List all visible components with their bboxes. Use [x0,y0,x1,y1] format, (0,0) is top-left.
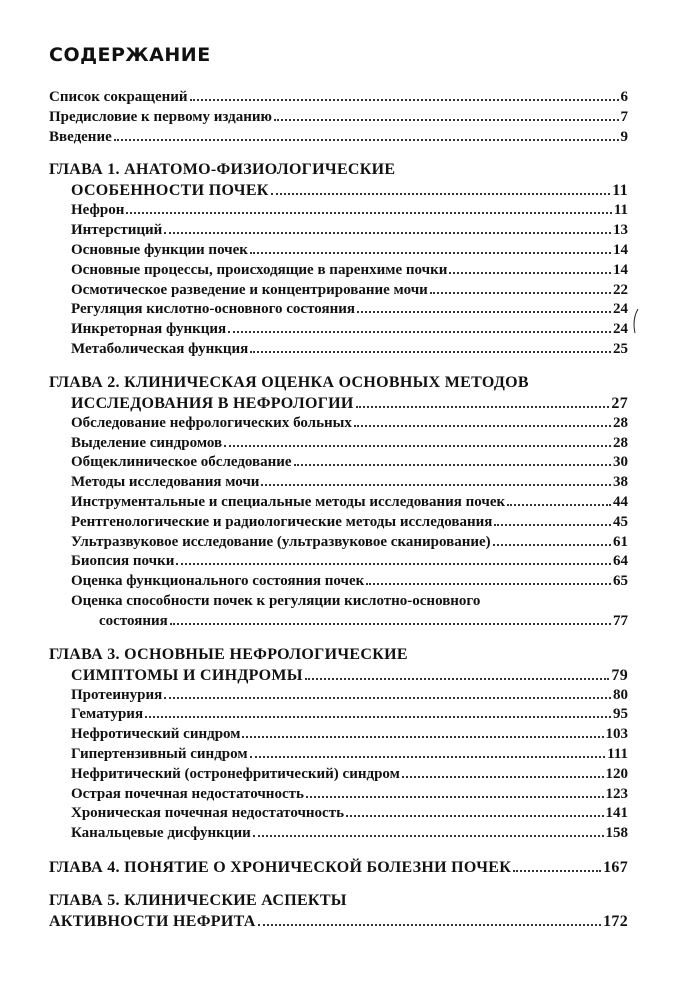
toc-page-number: 158 [605,825,628,842]
chapter-3-heading[interactable] [49,645,628,665]
dot-leader [430,292,611,294]
toc-entry[interactable] [49,473,628,493]
dot-leader [274,119,618,121]
chapter-5-heading[interactable] [49,891,628,911]
toc-entry-text: Введение [49,128,112,145]
toc-page-number: 38 [613,474,628,491]
dot-leader [493,544,611,546]
toc-entry[interactable] [49,705,628,725]
toc-entry[interactable] [49,320,628,340]
toc-entry[interactable] [49,552,628,572]
toc-page-number: 45 [613,513,628,530]
toc-entry-text: Нефротический синдром [71,726,241,743]
toc-page-number: 123 [605,785,628,802]
toc-page-number: 111 [607,745,628,762]
chapter-heading-line: ГЛАВА 4. ПОНЯТИЕ О ХРОНИЧЕСКОЙ БОЛЕЗНИ ПОЧЕК [49,858,512,876]
dot-leader [190,99,619,101]
toc-entry-text: Общеклиническое обследование [71,454,292,471]
toc-entry-text: Инструментальные и специальные методы исследования почек [71,493,506,510]
dot-leader [305,678,610,680]
toc-entry[interactable] [49,88,628,108]
toc-entry-first-line[interactable] [49,592,628,612]
toc-entry-text: Гематурия [71,706,144,723]
toc-entry[interactable] [49,221,628,241]
toc-entry-text: Рентгенологические и радиологические методы исследования [71,513,493,530]
chapter-3-heading-end[interactable] [49,665,628,686]
toc-entry-text: Метаболическая функция [71,340,249,357]
toc-entry-text: Выделение синдромов [71,434,223,451]
toc-page-number: 7 [620,108,628,125]
dot-leader [176,563,611,565]
toc-page-number: 44 [613,493,628,510]
toc-page-number: 80 [613,686,628,703]
chapter-heading-line: ГЛАВА 3. ОСНОВНЫЕ НЕФРОЛОГИЧЕСКИЕ [49,645,408,663]
toc-page-number: 11 [613,202,628,219]
toc-entry[interactable] [49,340,628,360]
chapter-heading-line: ГЛАВА 2. КЛИНИЧЕСКАЯ ОЦЕНКА ОСНОВНЫХ МЕТОДОВ [49,373,529,391]
toc-page-number: 24 [613,301,628,318]
toc-entry[interactable] [49,414,628,434]
toc-page-number: 22 [613,281,628,298]
dot-leader [507,504,611,506]
toc-entry-text: Нефритический (остронефритический) синдром [71,765,400,782]
chapter-1-heading-end[interactable] [49,180,628,201]
toc-entry[interactable] [49,261,628,281]
toc-entry[interactable] [49,201,628,221]
toc-page-number: 103 [605,726,628,743]
dot-leader [494,524,611,526]
dot-leader [164,232,611,234]
chapter-1-heading[interactable] [49,160,628,180]
page-title: СОДЕРЖАНИЕ [49,44,211,66]
toc-entry-text: Список сокращений [49,89,188,105]
toc-entry-text: Гипертензивный синдром [71,745,248,762]
dot-leader [170,623,611,625]
chapter-heading-line: ИССЛЕДОВАНИЯ В НЕФРОЛОГИИ [71,394,354,412]
dot-leader [253,835,604,837]
toc-page-number: 64 [613,553,628,570]
dot-leader [250,351,611,353]
dot-leader [357,311,611,313]
toc-page-number: 95 [613,706,628,723]
toc-entry[interactable] [49,300,628,320]
toc-entry-continuation[interactable] [49,612,628,632]
dot-leader [449,272,611,274]
toc-entry-text: Ультразвуковое исследование (ультразвуковое сканирование) [71,533,491,550]
chapter-heading-line: ГЛАВА 1. АНАТОМО-ФИЗИОЛОГИЧЕСКИЕ [49,161,396,179]
dot-leader [354,425,611,427]
toc-entry[interactable] [49,128,628,148]
toc-entry-text: Интерстиций [71,222,163,239]
toc-entry[interactable] [49,686,628,706]
toc-page-number: 28 [613,434,628,451]
toc-entry[interactable] [49,513,628,533]
dot-leader [250,756,606,758]
chapter-2-heading-end[interactable] [49,393,628,414]
chapter-heading-line: ОСОБЕННОСТИ ПОЧЕК [71,182,269,200]
dot-leader [271,193,611,195]
toc-page-number: 167 [603,858,628,876]
toc-page-number: 27 [611,394,628,412]
toc-entry[interactable] [49,434,628,454]
chapter-heading-line: СИМПТОМЫ И СИНДРОМЫ [71,666,303,684]
toc-page-number: 25 [613,340,628,357]
toc-page-number: 13 [613,222,628,239]
toc-entry-text: Обследование нефрологических больных [71,414,352,431]
toc-entry-text: Оценка способности почек к регуляции кислотно-основного [71,592,481,609]
toc-entry-text: Биопсия почки [71,553,175,570]
dot-leader [294,464,611,466]
toc-entry[interactable] [49,533,628,553]
toc-entry-text: Осмотическое разведение и концентрирование мочи [71,281,428,298]
dot-leader [145,716,611,718]
table-of-contents [49,88,628,932]
dot-leader [224,445,611,447]
toc-page-number: 28 [613,414,628,431]
dot-leader [242,736,603,738]
chapter-heading-line: АКТИВНОСТИ НЕФРИТА [49,912,256,930]
toc-entry[interactable] [49,725,628,745]
toc-page-number: 77 [613,612,628,629]
toc-entry-text: Хроническая почечная недостаточность [71,805,345,822]
toc-entry-text: Основные процессы, происходящие в паренхиме почки [71,261,448,278]
toc-page-number: 6 [620,89,628,105]
dot-leader [261,484,611,486]
toc-entry-text: Оценка функционального состояния почек [71,573,365,590]
chapter-4-heading[interactable] [49,857,628,878]
toc-entry-text: Регуляция кислотно-основного состояния [71,301,355,318]
dot-leader [164,697,611,699]
toc-page-number: 65 [613,573,628,590]
toc-entry-text: состояния [99,612,168,629]
toc-page-number: 9 [620,128,628,145]
toc-page-number: 120 [605,765,628,782]
dot-leader [250,252,611,254]
dot-leader [402,776,604,778]
toc-entry[interactable] [49,108,628,128]
toc-entry-text: Инкреторная функция [71,321,227,338]
toc-entry[interactable] [49,804,628,824]
toc-entry[interactable] [49,572,628,592]
dot-leader [126,212,611,214]
dot-leader [258,924,601,926]
dot-leader [228,331,611,333]
toc-page-number: 24 [613,321,628,338]
toc-entry[interactable] [49,241,628,261]
toc-entry-text: Канальцевые дисфункции [71,825,251,842]
toc-page-number: 79 [611,666,628,684]
toc-entry-text: Основные функции почек [71,241,248,258]
toc-entry[interactable] [49,765,628,785]
dot-leader [114,139,619,141]
dot-leader [366,583,611,585]
toc-page-number: 141 [605,805,628,822]
toc-entry[interactable] [49,493,628,513]
dot-leader [346,815,603,817]
toc-entry-text: Методы исследования мочи [71,474,260,491]
toc-page-number: 14 [613,241,628,258]
dot-leader [306,796,604,798]
toc-page-number: 30 [613,454,628,471]
toc-entry[interactable] [49,824,628,844]
toc-page-number: 172 [603,912,628,930]
chapter-heading-line: ГЛАВА 5. КЛИНИЧЕСКИЕ АСПЕКТЫ [49,891,347,909]
chapter-2-heading[interactable] [49,373,628,393]
toc-entry-text: Предисловие к первому изданию [49,108,273,125]
toc-entry[interactable] [49,745,628,765]
toc-page-number: 14 [613,261,628,278]
toc-entry-text: Нефрон [71,202,125,219]
toc-entry[interactable] [49,453,628,473]
toc-entry-text: Острая почечная недостаточность [71,785,304,802]
toc-page-number: 61 [613,533,628,550]
toc-entry[interactable] [49,281,628,301]
handwritten-margin-mark [632,308,640,334]
dot-leader [513,870,601,872]
toc-page-number: 11 [612,182,628,200]
toc-entry-text: Протеинурия [71,686,163,703]
dot-leader [356,406,610,408]
toc-entry[interactable] [49,785,628,805]
chapter-5-heading-end[interactable] [49,911,628,932]
